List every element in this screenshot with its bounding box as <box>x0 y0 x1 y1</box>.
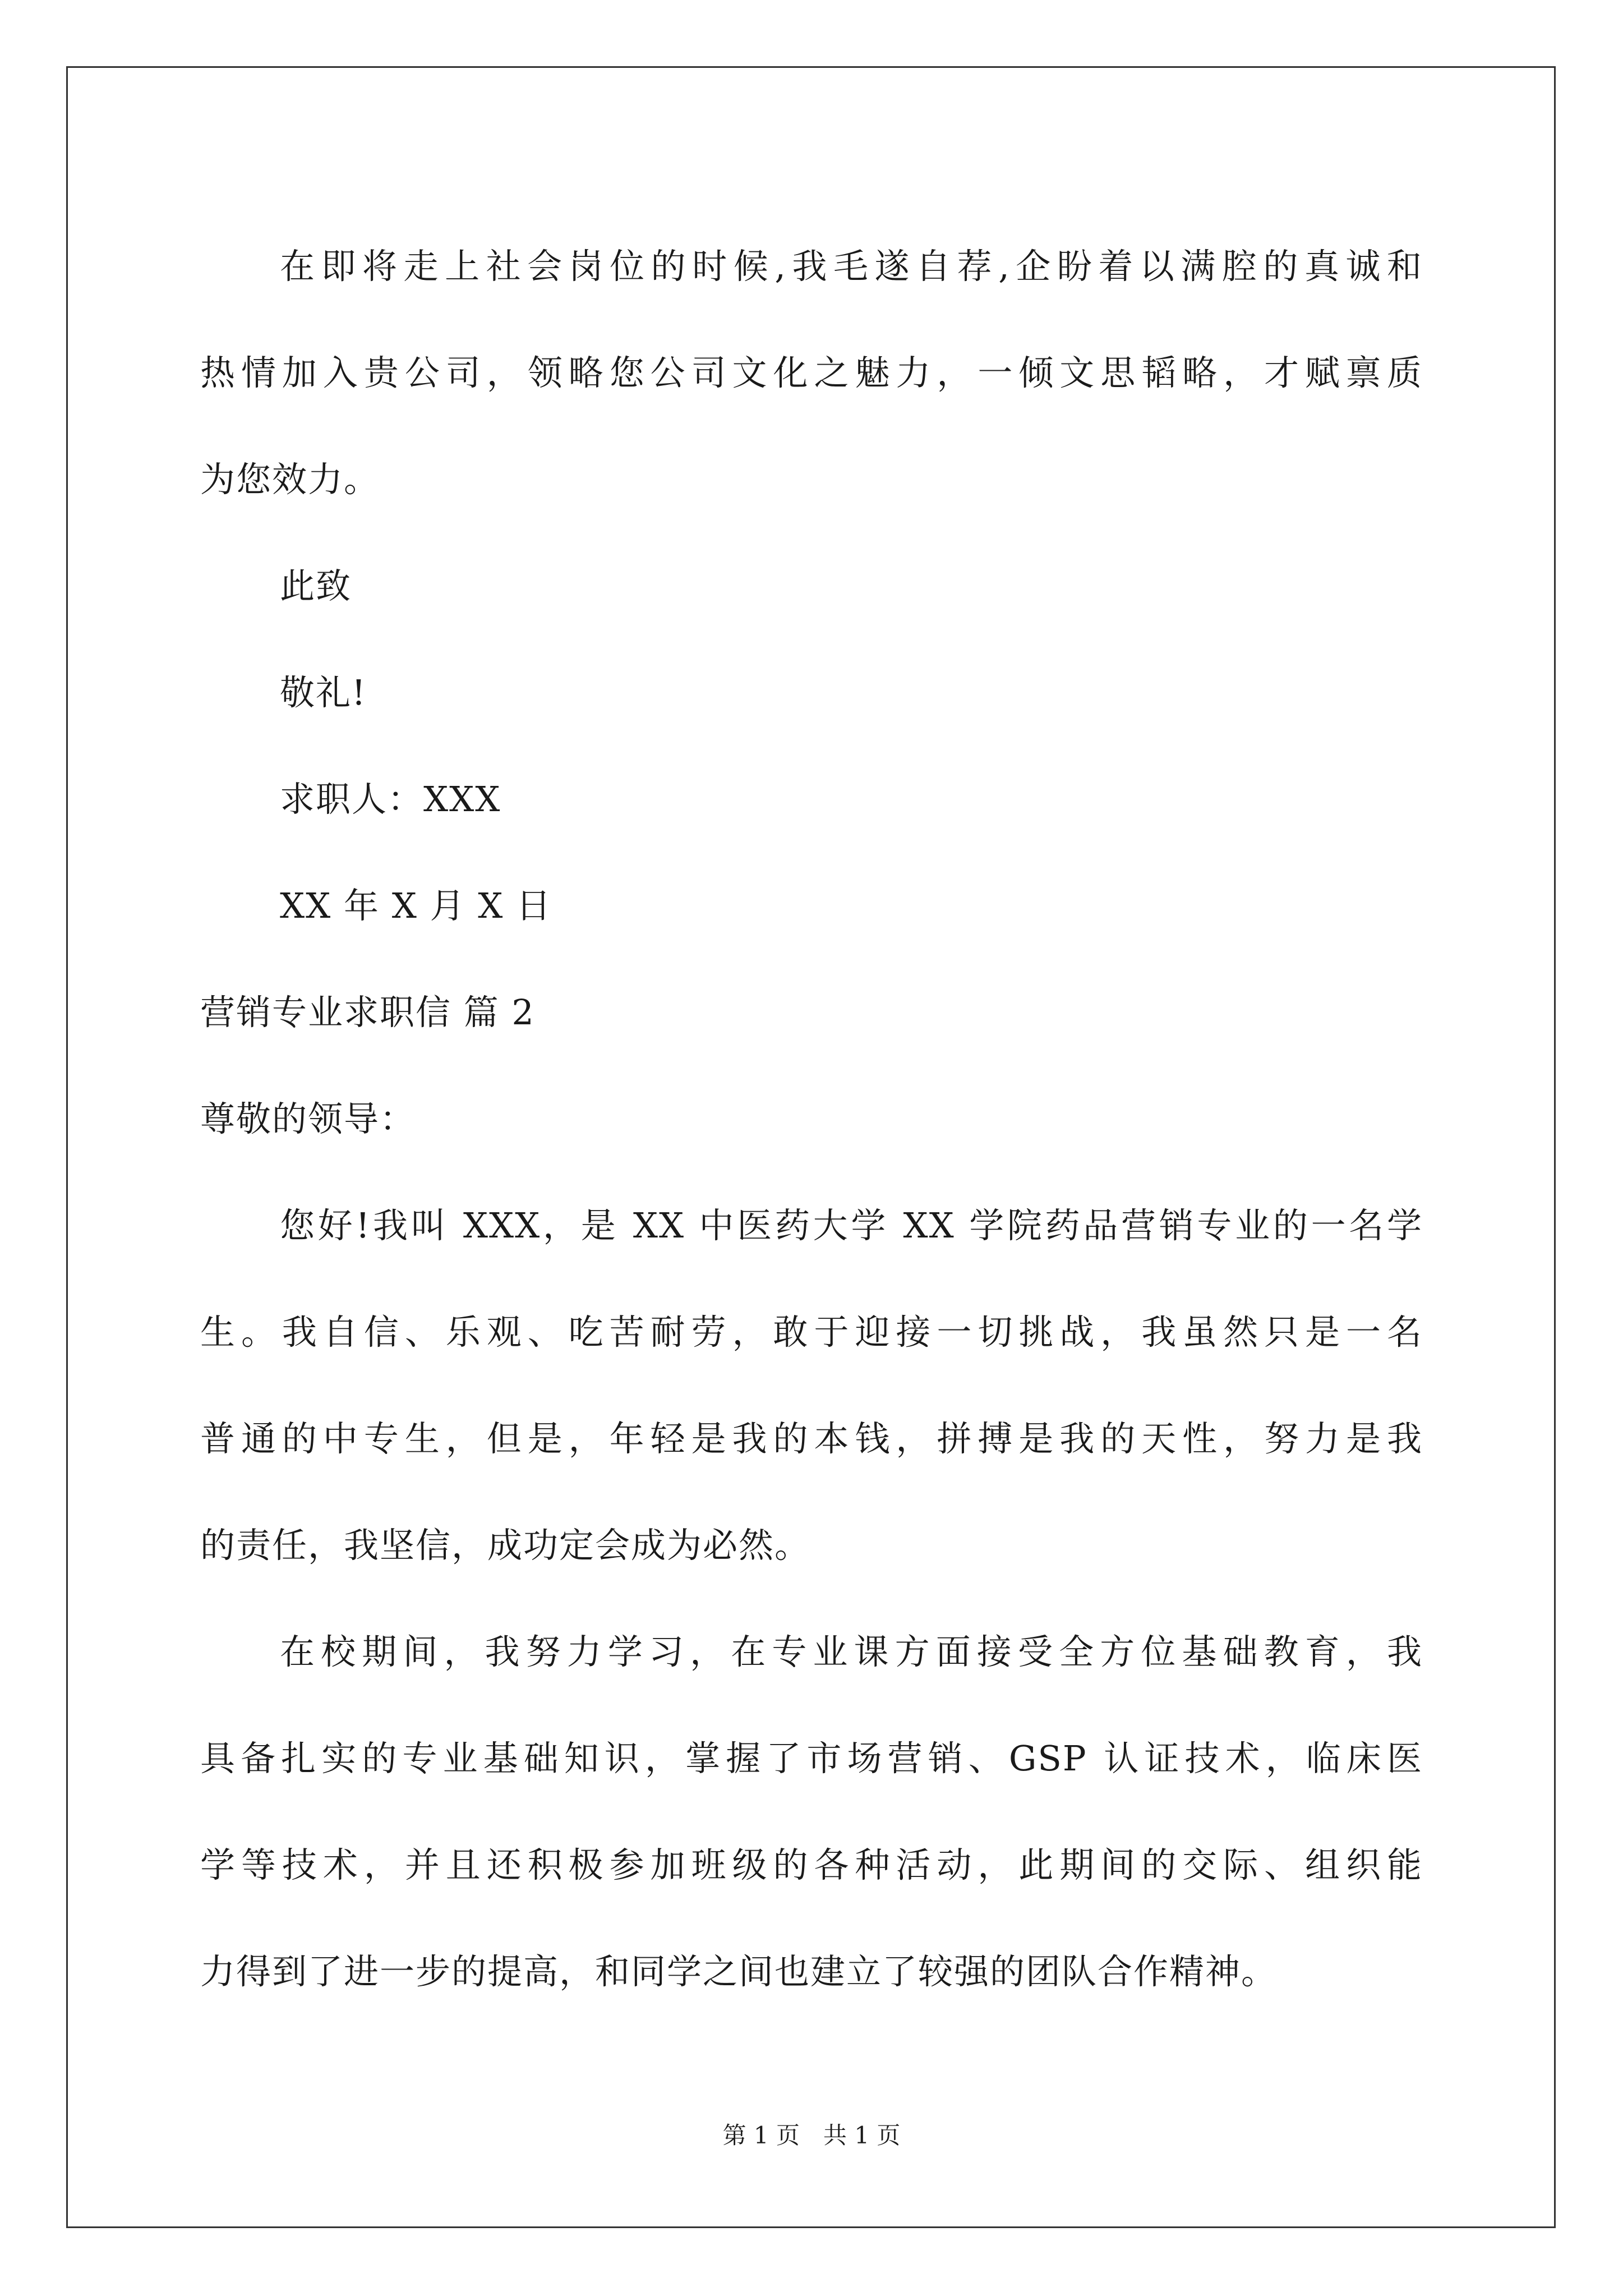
section-heading: 营销专业求职信 篇 2 <box>200 992 535 1033</box>
closing-phrase: 此致 <box>280 565 352 606</box>
document-body <box>200 213 1423 2025</box>
paragraph-closing-statement <box>200 213 1423 533</box>
text-line: 生。我自信、乐观、吃苦耐劳，敢于迎接一切挑战，我虽然只是一名 <box>200 1312 1423 1352</box>
text-line: 普通的中专生，但是，年轻是我的本钱，拼搏是我的天性，努力是我 <box>200 1418 1423 1459</box>
paragraph-introduction <box>200 1172 1423 1599</box>
text-line: 热情加入贵公司，领略您公司文化之魅力，一倾文思韬略，才赋禀质 <box>200 352 1423 393</box>
text-line: 您好!我叫 XXX，是 XX 中医药大学 XX 学院药品营销专业的一名学 <box>280 1205 1423 1246</box>
applicant-signature: 求职人：XXX <box>280 779 501 820</box>
text-line: 在即将走上社会岗位的时候,我毛遂自荐,企盼着以满腔的真诚和 <box>280 246 1423 287</box>
text-line: 学等技术，并且还积极参加班级的各种活动，此期间的交际、组织能 <box>200 1844 1423 1885</box>
text-line: 力得到了进一步的提高，和同学之间也建立了较强的团队合作精神。 <box>200 1951 1278 1992</box>
page-number-footer: 第 1 页 共 1 页 <box>722 2122 901 2149</box>
salutation: 尊敬的领导： <box>200 1098 416 1139</box>
text-line: 在校期间，我努力学习，在专业课方面接受全方位基础教育，我 <box>280 1631 1423 1672</box>
text-line: 的责任，我坚信，成功定会成为必然。 <box>200 1525 811 1566</box>
letter-date: XX 年 X 月 X 日 <box>280 885 552 926</box>
paragraph-school-period <box>200 1599 1423 2025</box>
closing-salute: 敬礼! <box>280 672 367 713</box>
text-line: 具备扎实的专业基础知识，掌握了市场营销、GSP 认证技术，临床医 <box>200 1738 1423 1779</box>
text-line: 为您效力。 <box>200 459 380 500</box>
